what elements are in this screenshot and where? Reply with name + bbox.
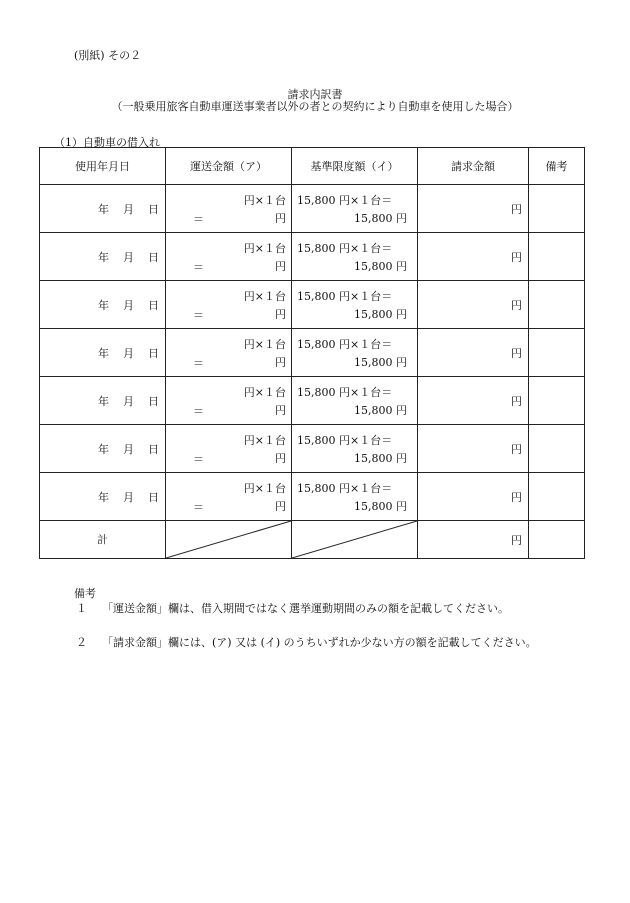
transport-amount-cell[interactable] bbox=[166, 377, 292, 425]
table-row bbox=[40, 185, 585, 233]
usage-date-cell[interactable] bbox=[40, 185, 166, 233]
limit-formula-text: 15,800 円×１台＝ bbox=[297, 194, 393, 207]
remarks-cell[interactable] bbox=[529, 281, 585, 329]
equals-sign: ＝ bbox=[193, 357, 204, 370]
transport-amount-cell[interactable] bbox=[166, 233, 292, 281]
table-row bbox=[40, 377, 585, 425]
header-remarks: 備考 bbox=[529, 148, 585, 185]
document-subtitle: （一般乗用旅客自動車運送事業者以外の者との契約により自動車を使用した場合） bbox=[111, 100, 519, 113]
equals-sign: ＝ bbox=[193, 453, 204, 466]
year-label: 年 bbox=[98, 250, 109, 264]
transport-amount-cell[interactable] bbox=[166, 329, 292, 377]
yen-unit: 円 bbox=[275, 212, 286, 225]
limit-result-text: 15,800 円 bbox=[354, 500, 407, 513]
year-label: 年 bbox=[98, 202, 109, 216]
month-label: 月 bbox=[123, 250, 134, 264]
claim-amount-cell[interactable] bbox=[418, 425, 529, 473]
remarks-cell[interactable] bbox=[529, 377, 585, 425]
limit-amount-cell bbox=[292, 185, 418, 233]
claim-amount-cell[interactable] bbox=[418, 377, 529, 425]
month-label: 月 bbox=[123, 490, 134, 504]
section-heading: （1）自動車の借入れ bbox=[54, 136, 160, 149]
total-label: 計 bbox=[40, 521, 166, 559]
header-usage-date: 使用年月日 bbox=[40, 148, 166, 185]
transport-rate-text: 円×１台 bbox=[243, 194, 286, 207]
day-label: 日 bbox=[148, 298, 159, 312]
limit-formula-text: 15,800 円×１台＝ bbox=[297, 290, 393, 303]
limit-result-text: 15,800 円 bbox=[354, 212, 407, 225]
claim-amount-cell[interactable] bbox=[418, 233, 529, 281]
document-title: 請求内訳書 bbox=[287, 88, 343, 101]
yen-unit: 円 bbox=[275, 452, 286, 465]
note-number: １ bbox=[76, 602, 87, 615]
yen-unit: 円 bbox=[511, 442, 522, 456]
claim-breakdown-table bbox=[39, 147, 585, 559]
table-row bbox=[40, 281, 585, 329]
month-label: 月 bbox=[123, 298, 134, 312]
day-label: 日 bbox=[148, 394, 159, 408]
usage-date-cell[interactable] bbox=[40, 281, 166, 329]
limit-amount-cell bbox=[292, 473, 418, 521]
year-label: 年 bbox=[98, 490, 109, 504]
year-label: 年 bbox=[98, 346, 109, 360]
limit-formula-text: 15,800 円×１台＝ bbox=[297, 386, 393, 399]
limit-formula-text: 15,800 円×１台＝ bbox=[297, 338, 393, 351]
yen-unit: 円 bbox=[511, 250, 522, 264]
yen-unit: 円 bbox=[511, 533, 522, 547]
remarks-cell[interactable] bbox=[529, 329, 585, 377]
table-header-row bbox=[40, 148, 585, 185]
transport-rate-text: 円×１台 bbox=[243, 290, 286, 303]
note-item bbox=[76, 600, 509, 616]
notes-title: 備考 bbox=[74, 587, 96, 600]
limit-amount-cell bbox=[292, 377, 418, 425]
limit-amount-cell bbox=[292, 425, 418, 473]
header-transport-amount: 運送金額（ア） bbox=[166, 148, 292, 185]
remarks-cell[interactable] bbox=[529, 185, 585, 233]
month-label: 月 bbox=[123, 394, 134, 408]
claim-amount-cell[interactable] bbox=[418, 185, 529, 233]
transport-amount-cell[interactable] bbox=[166, 425, 292, 473]
table-row bbox=[40, 329, 585, 377]
transport-total-blank bbox=[166, 521, 292, 559]
day-label: 日 bbox=[148, 250, 159, 264]
usage-date-cell[interactable] bbox=[40, 329, 166, 377]
usage-date-cell[interactable] bbox=[40, 233, 166, 281]
table-row bbox=[40, 473, 585, 521]
transport-rate-text: 円×１台 bbox=[243, 242, 286, 255]
month-label: 月 bbox=[123, 346, 134, 360]
limit-total-blank bbox=[292, 521, 418, 559]
transport-rate-text: 円×１台 bbox=[243, 434, 286, 447]
yen-unit: 円 bbox=[275, 308, 286, 321]
limit-result-text: 15,800 円 bbox=[354, 452, 407, 465]
equals-sign: ＝ bbox=[193, 501, 204, 514]
diagonal-line bbox=[292, 521, 417, 558]
yen-unit: 円 bbox=[511, 346, 522, 360]
claim-amount-cell[interactable] bbox=[418, 281, 529, 329]
remarks-cell[interactable] bbox=[529, 425, 585, 473]
note-item bbox=[76, 634, 537, 650]
limit-amount-cell bbox=[292, 233, 418, 281]
equals-sign: ＝ bbox=[193, 309, 204, 322]
yen-unit: 円 bbox=[511, 490, 522, 504]
claim-total-cell[interactable] bbox=[418, 521, 529, 559]
limit-formula-text: 15,800 円×１台＝ bbox=[297, 434, 393, 447]
note-text: 「請求金額」欄には、(ア) 又は (イ) のうちいずれか少ない方の額を記載してください。 bbox=[102, 636, 537, 649]
note-number: ２ bbox=[76, 636, 87, 649]
transport-rate-text: 円×１台 bbox=[243, 482, 286, 495]
yen-unit: 円 bbox=[275, 500, 286, 513]
yen-unit: 円 bbox=[511, 394, 522, 408]
usage-date-cell[interactable] bbox=[40, 377, 166, 425]
yen-unit: 円 bbox=[275, 260, 286, 273]
equals-sign: ＝ bbox=[193, 213, 204, 226]
yen-unit: 円 bbox=[511, 202, 522, 216]
usage-date-cell[interactable] bbox=[40, 425, 166, 473]
limit-result-text: 15,800 円 bbox=[354, 404, 407, 417]
remarks-cell[interactable] bbox=[529, 473, 585, 521]
day-label: 日 bbox=[148, 346, 159, 360]
document-header: (別紙) その２ bbox=[74, 49, 142, 62]
day-label: 日 bbox=[148, 490, 159, 504]
table-row bbox=[40, 233, 585, 281]
limit-amount-cell bbox=[292, 281, 418, 329]
limit-result-text: 15,800 円 bbox=[354, 260, 407, 273]
limit-amount-cell bbox=[292, 329, 418, 377]
transport-rate-text: 円×１台 bbox=[243, 338, 286, 351]
total-row bbox=[40, 521, 585, 559]
month-label: 月 bbox=[123, 442, 134, 456]
limit-formula-text: 15,800 円×１台＝ bbox=[297, 482, 393, 495]
limit-formula-text: 15,800 円×１台＝ bbox=[297, 242, 393, 255]
remarks-total-cell[interactable] bbox=[529, 521, 585, 559]
transport-amount-cell[interactable] bbox=[166, 473, 292, 521]
day-label: 日 bbox=[148, 442, 159, 456]
header-limit-amount: 基準限度額（イ） bbox=[292, 148, 418, 185]
header-claim-amount: 請求金額 bbox=[418, 148, 529, 185]
claim-amount-cell[interactable] bbox=[418, 473, 529, 521]
note-text: 「運送金額」欄は、借入期間ではなく選挙運動期間のみの額を記載してください。 bbox=[102, 602, 509, 615]
year-label: 年 bbox=[98, 298, 109, 312]
limit-result-text: 15,800 円 bbox=[354, 356, 407, 369]
yen-unit: 円 bbox=[275, 404, 286, 417]
equals-sign: ＝ bbox=[193, 405, 204, 418]
transport-amount-cell[interactable] bbox=[166, 281, 292, 329]
yen-unit: 円 bbox=[511, 298, 522, 312]
year-label: 年 bbox=[98, 442, 109, 456]
usage-date-cell[interactable] bbox=[40, 473, 166, 521]
yen-unit: 円 bbox=[275, 356, 286, 369]
diagonal-line bbox=[166, 521, 291, 558]
table-row bbox=[40, 425, 585, 473]
year-label: 年 bbox=[98, 394, 109, 408]
day-label: 日 bbox=[148, 202, 159, 216]
transport-rate-text: 円×１台 bbox=[243, 386, 286, 399]
limit-result-text: 15,800 円 bbox=[354, 308, 407, 321]
equals-sign: ＝ bbox=[193, 261, 204, 274]
transport-amount-cell[interactable] bbox=[166, 185, 292, 233]
claim-amount-cell[interactable] bbox=[418, 329, 529, 377]
month-label: 月 bbox=[123, 202, 134, 216]
remarks-cell[interactable] bbox=[529, 233, 585, 281]
